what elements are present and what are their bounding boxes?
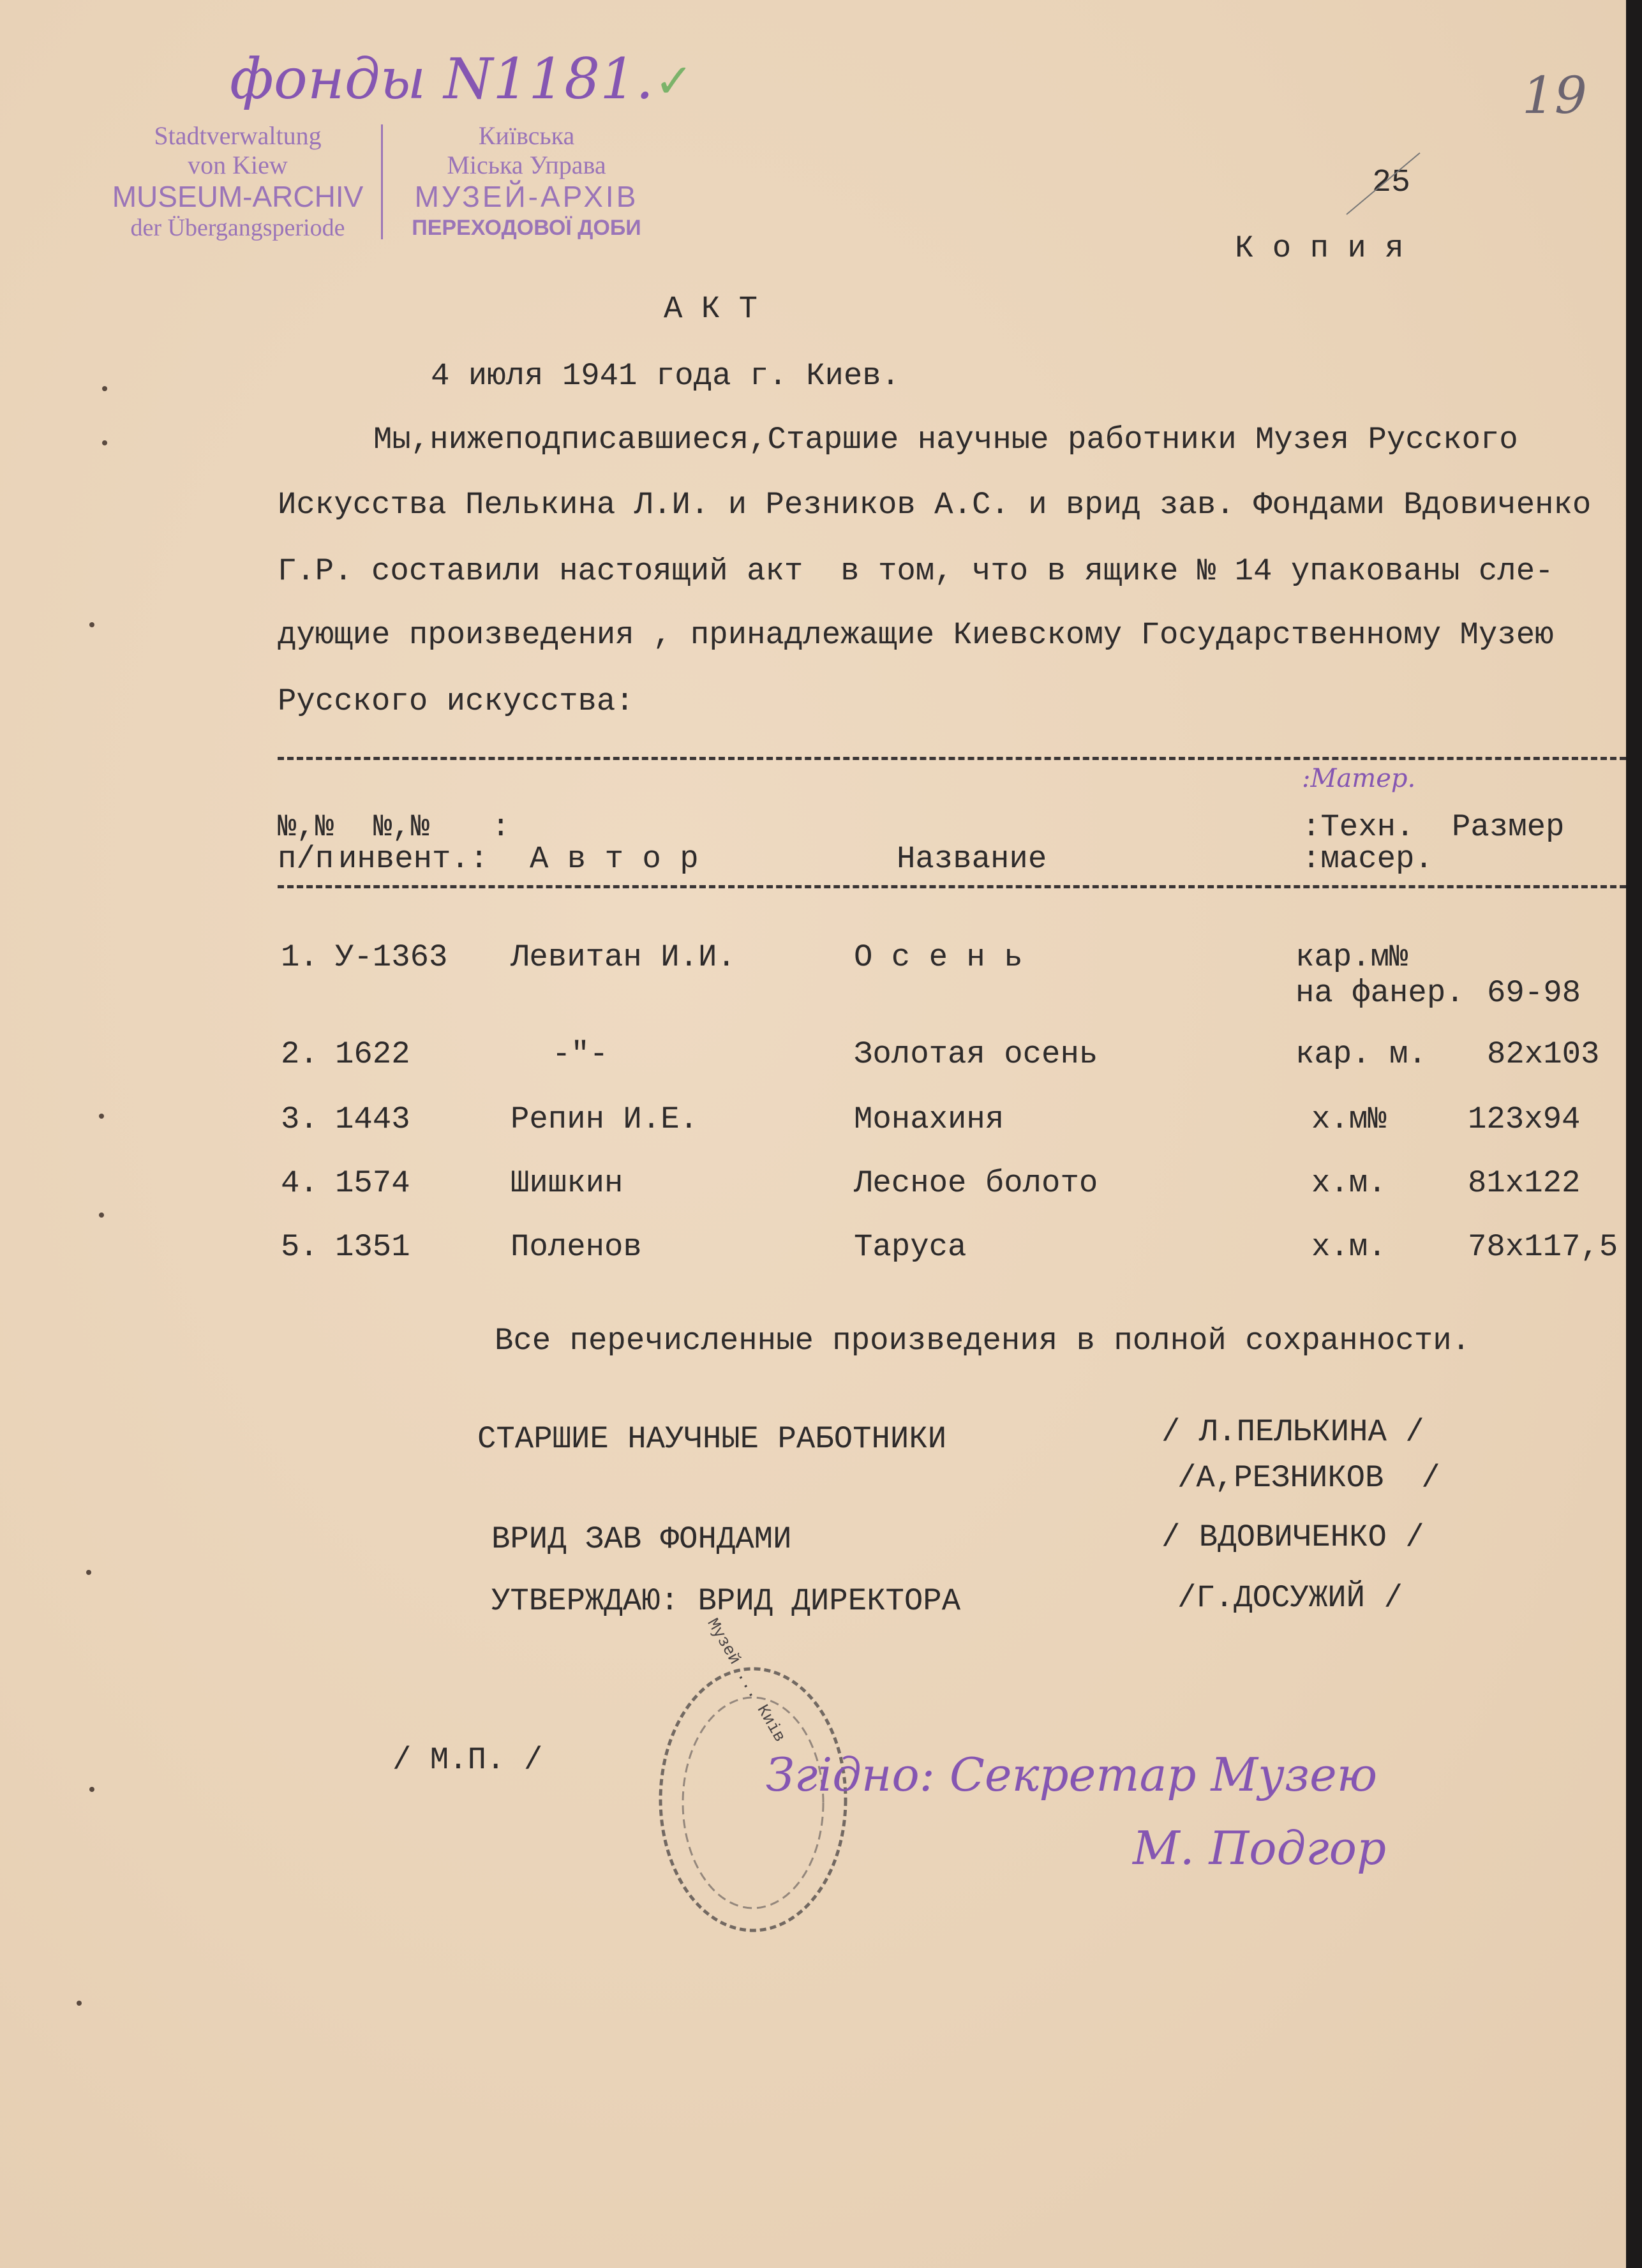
table-top-rule bbox=[278, 757, 1626, 760]
stamp-divider bbox=[381, 124, 383, 239]
header-tech-note: :Матер. bbox=[1302, 764, 1416, 793]
stamp-line: von Kiew bbox=[188, 151, 288, 179]
row-tech-2: на фанер. bbox=[1295, 975, 1465, 1011]
row-title: О с е н ь bbox=[854, 939, 1023, 975]
row-num: 2. bbox=[281, 1036, 318, 1072]
row-num: 3. bbox=[281, 1101, 318, 1137]
row-tech: кар.м№ bbox=[1295, 939, 1408, 975]
sheet-number: 19 bbox=[1522, 66, 1587, 125]
signature-name: /Г.ДОСУЖИЙ / bbox=[1177, 1580, 1403, 1616]
margin-mark bbox=[102, 440, 107, 445]
row-author: Репин И.Е. bbox=[511, 1101, 699, 1137]
document-title: А К Т bbox=[664, 291, 758, 327]
header-inv: №,№ bbox=[373, 809, 430, 845]
signature-role: ВРИД ЗАВ ФОНДАМИ bbox=[491, 1521, 792, 1557]
archive-stamp-ukrainian bbox=[386, 121, 667, 242]
row-inv: 1574 bbox=[335, 1165, 410, 1201]
row-author: Поленов bbox=[511, 1229, 642, 1265]
margin-mark bbox=[89, 1787, 94, 1792]
stamp-line: Міська Управа bbox=[447, 151, 606, 179]
seal-place-label: / М.П. / bbox=[392, 1742, 543, 1778]
row-tech: кар. м. bbox=[1295, 1036, 1427, 1072]
row-author: Шишкин bbox=[511, 1165, 623, 1201]
row-size: 78х117,5 bbox=[1468, 1229, 1618, 1265]
header-tech: :Техн. bbox=[1302, 809, 1415, 845]
margin-mark bbox=[99, 1114, 104, 1119]
margin-mark bbox=[89, 622, 94, 627]
old-page-number: 25 bbox=[1372, 165, 1411, 201]
table-header-rule bbox=[278, 885, 1626, 888]
margin-mark bbox=[77, 2001, 82, 2006]
row-inv: 1351 bbox=[335, 1229, 410, 1265]
row-tech: х.м. bbox=[1311, 1165, 1387, 1201]
row-num: 5. bbox=[281, 1229, 318, 1265]
body-line: Русского искусства: bbox=[278, 683, 634, 719]
stamp-line: Stadtverwaltung bbox=[154, 121, 322, 150]
stamp-line: МУЗЕЙ-АРХІВ bbox=[414, 180, 639, 213]
row-title: Золотая осень bbox=[854, 1036, 1098, 1072]
conclusion-text: Все перечисленные произведения в полной сохранности. bbox=[495, 1323, 1471, 1359]
row-tech: х.м. bbox=[1311, 1229, 1387, 1265]
row-inv: У-1363 bbox=[335, 939, 448, 975]
row-author: -"- bbox=[552, 1036, 609, 1072]
row-size: 69-98 bbox=[1487, 975, 1581, 1011]
signature-role: СТАРШИЕ НАУЧНЫЕ РАБОТНИКИ bbox=[477, 1421, 947, 1457]
signature-name: / Л.ПЕЛЬКИНА / bbox=[1161, 1414, 1424, 1450]
stamp-line: Київська bbox=[478, 121, 575, 150]
row-num: 4. bbox=[281, 1165, 318, 1201]
stamp-line: ПЕРЕХОДОВОЇ ДОБИ bbox=[412, 216, 641, 240]
certification-line: Згідно: Секретар Музею bbox=[766, 1748, 1378, 1802]
row-inv: 1443 bbox=[335, 1101, 410, 1137]
body-line: Мы,нижеподписавшиеся,Старшие научные работники Музея Русского bbox=[373, 422, 1518, 458]
fond-number-handwritten: фонды N1181. bbox=[230, 46, 654, 112]
margin-mark bbox=[99, 1212, 104, 1218]
round-seal-text: Музей ... Киів bbox=[703, 1615, 789, 1746]
margin-mark bbox=[86, 1570, 91, 1575]
header-num-2: п/п bbox=[278, 841, 334, 877]
row-num: 1. bbox=[281, 939, 318, 975]
row-inv: 1622 bbox=[335, 1036, 410, 1072]
row-size: 123х94 bbox=[1468, 1101, 1581, 1137]
header-num: №,№ bbox=[278, 809, 334, 845]
signature-name: /А,РЕЗНИКОВ / bbox=[1177, 1460, 1440, 1496]
row-title: Лесное болото bbox=[854, 1165, 1098, 1201]
row-size: 81х122 bbox=[1468, 1165, 1581, 1201]
margin-mark bbox=[102, 386, 107, 391]
scan-edge bbox=[1626, 0, 1642, 2268]
check-mark-icon: ✓ bbox=[657, 54, 690, 114]
date-line: 4 июля 1941 года г. Киев. bbox=[431, 358, 900, 394]
header-size: Размер bbox=[1452, 809, 1565, 845]
header-inv-2: инвент.: bbox=[338, 841, 489, 877]
stamp-line: der Übergangsperiode bbox=[130, 214, 345, 241]
row-size: 82х103 bbox=[1487, 1036, 1600, 1072]
row-author: Левитан И.И. bbox=[511, 939, 736, 975]
signature-name: / ВДОВИЧЕНКО / bbox=[1161, 1519, 1424, 1555]
row-title: Таруса bbox=[854, 1229, 967, 1265]
signature-role: УТВЕРЖДАЮ: ВРИД ДИРЕКТОРА bbox=[491, 1583, 961, 1619]
certification-signature: М. Подгор bbox=[1133, 1821, 1387, 1875]
header-sep: : bbox=[491, 809, 511, 845]
row-tech: х.м№ bbox=[1311, 1101, 1387, 1137]
body-line: дующие произведения , принадлежащие Киевскому Государственному Музею bbox=[278, 617, 1554, 653]
copy-label: К о п и я bbox=[1235, 230, 1404, 266]
row-title: Монахиня bbox=[854, 1101, 1004, 1137]
archive-stamp-german bbox=[99, 121, 377, 242]
header-author: А в т о р bbox=[530, 841, 699, 877]
header-tech-2: :масер. bbox=[1302, 841, 1433, 877]
header-title: Название bbox=[897, 841, 1047, 877]
body-line: Искусства Пелькина Л.И. и Резников А.С. и врид зав. Фондами Вдовиченко bbox=[278, 487, 1592, 523]
body-line: Г.Р. составили настоящий акт в том, что в ящике № 14 упакованы сле- bbox=[278, 553, 1554, 589]
stamp-line: MUSEUM-ARCHIV bbox=[112, 180, 364, 213]
